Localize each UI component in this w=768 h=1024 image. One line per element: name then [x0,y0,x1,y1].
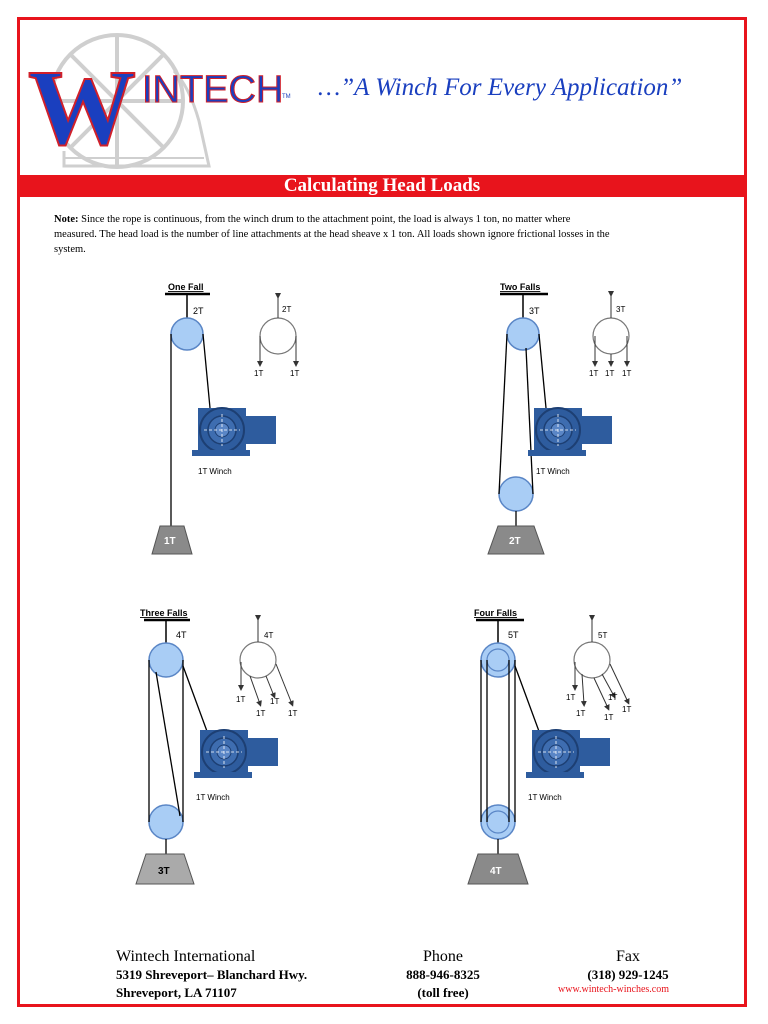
head-load-label: 2T [193,306,204,316]
svg-text:1T: 1T [270,697,280,706]
free-body-diagram [254,296,299,378]
free-body-diagram [566,618,631,722]
tagline: …”A Winch For Every Application” [318,74,683,101]
diagram-title: One Fall [168,282,204,292]
free-body-diagram [236,618,297,718]
svg-text:1T: 1T [589,369,599,378]
free-body-diagram [589,294,631,378]
fax-label: Fax [616,948,640,965]
svg-text:1T: 1T [604,713,614,722]
svg-text:1T: 1T [254,369,264,378]
note-label: Note: [54,214,79,225]
logo-trademark: TM [282,94,291,100]
load-label: 2T [509,536,521,547]
svg-text:4T: 4T [264,631,274,640]
head-sheave [171,318,203,350]
address-line-1: 5319 Shreveport– Blanchard Hwy. [116,967,308,982]
phone-note: (toll free) [417,985,469,1000]
traveling-sheave [499,477,533,511]
diagram-title: Three Falls [140,608,188,618]
logo-initial: W [28,49,136,168]
logo-wordmark: INTECH [142,69,284,111]
footer-phone [388,948,498,1002]
note-paragraph [54,212,614,257]
load-label: 4T [490,866,502,877]
wintech-logo [24,26,304,176]
svg-text:1T: 1T [608,693,618,702]
svg-text:3T: 3T [616,305,626,314]
footer-fax [568,948,688,984]
winch-label: 1T Winch [536,467,570,476]
traveling-sheave [149,805,183,839]
svg-text:1T: 1T [622,369,632,378]
winch-label: 1T Winch [198,467,232,476]
load-label: 1T [164,536,176,547]
svg-text:5T: 5T [598,631,608,640]
winch-label: 1T Winch [528,793,562,802]
phone-number: 888-946-8325 [406,967,480,982]
company-name: Wintech International [116,948,256,965]
svg-text:1T: 1T [605,369,615,378]
svg-text:1T: 1T [566,693,576,702]
load-label: 3T [158,866,170,877]
svg-text:1T: 1T [576,709,586,718]
diagram-two-falls [478,278,678,563]
head-load-label: 5T [508,630,519,640]
footer-company [116,948,307,1002]
phone-label: Phone [423,948,463,965]
fax-number: (318) 929-1245 [587,967,669,982]
diagram-three-falls [128,604,328,889]
svg-text:1T: 1T [288,709,298,718]
head-load-label: 3T [529,306,540,316]
winch-label: 1T Winch [196,793,230,802]
svg-text:1T: 1T [256,709,266,718]
head-sheave [481,643,515,677]
section-title: Calculating Head Loads [283,175,481,196]
traveling-sheave [481,805,515,839]
svg-text:1T: 1T [622,705,632,714]
diagram-title: Two Falls [500,282,541,292]
svg-text:1T: 1T [290,369,300,378]
address-line-2: Shreveport, LA 71107 [116,985,237,1000]
diagram-one-fall [130,278,330,563]
diagram-four-falls [462,604,662,889]
diagram-title: Four Falls [474,608,518,618]
svg-text:1T: 1T [236,695,246,704]
head-load-label: 4T [176,630,187,640]
note-text: Since the rope is continuous, from the winch drum to the attachment point, the load is always 1 ton, no matter where measured. The head load is the number of line attachments at the head sheave x 1 ton. All loads shown ignore frictional losses in the system. [54,214,610,255]
head-sheave [507,318,539,350]
head-sheave [149,643,183,677]
svg-text:2T: 2T [282,305,292,314]
website-link[interactable]: www.wintech-winches.com [558,984,669,995]
